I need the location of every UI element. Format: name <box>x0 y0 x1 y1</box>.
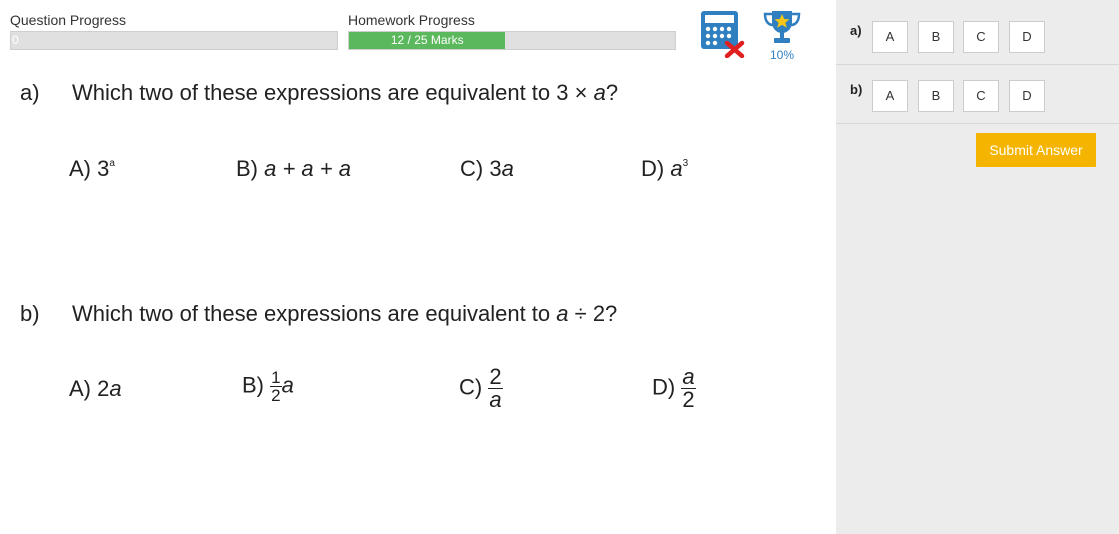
calculator-disabled-icon[interactable] <box>700 10 746 58</box>
question-b-option-b: B) $\frac{1}{2}$ a <box>242 368 294 405</box>
answer-row-b-label: b) <box>850 82 863 97</box>
answer-row-a <box>836 5 1119 65</box>
answer-b-choice-c-button[interactable]: C <box>963 80 999 112</box>
homework-progress-fill: 12 / 25 Marks <box>349 32 505 49</box>
trophy-percent: 10% <box>769 48 795 62</box>
question-progress-value: 0 <box>12 33 19 47</box>
question-b-text: Which two of these expressions are equivalent to a ÷ 2? <box>72 301 618 326</box>
question-b-option-c: C) $\frac{2}{a}$ <box>459 364 502 412</box>
question-a-option-d: D) $a^3$ <box>641 156 689 181</box>
trophy-icon <box>762 8 802 46</box>
answer-a-choice-b-button[interactable]: B <box>918 21 954 53</box>
homework-progress-bar <box>348 31 676 50</box>
answer-row-b <box>836 64 1119 124</box>
answer-a-choice-d-button[interactable]: D <box>1009 21 1045 53</box>
question-progress-label: Question Progress <box>10 12 126 28</box>
question-progress-bar <box>10 31 338 50</box>
question-b-option-d: D) $\frac{a}{2}$ <box>652 364 695 412</box>
answer-b-choice-d-button[interactable]: D <box>1009 80 1045 112</box>
submit-answer-button[interactable]: Submit Answer <box>976 133 1096 167</box>
question-b-label: b) <box>20 301 40 326</box>
answer-b-choice-b-button[interactable]: B <box>918 80 954 112</box>
question-a-option-b: B) a + a + a <box>236 156 351 181</box>
answer-b-choice-a-button[interactable]: A <box>872 80 908 112</box>
answer-a-choice-a-button[interactable]: A <box>872 21 908 53</box>
question-a-option-a: A) 3$^a$ <box>69 156 115 181</box>
answer-row-a-label: a) <box>850 23 862 38</box>
question-a-text: Which two of these expressions are equivalent to 3 × a? <box>72 80 619 105</box>
answer-a-choice-c-button[interactable]: C <box>963 21 999 53</box>
homework-progress-label: Homework Progress <box>348 12 475 28</box>
question-a-label: a) <box>20 80 40 105</box>
question-b-option-a: A) 2a <box>69 376 122 401</box>
answer-panel <box>836 0 1119 534</box>
question-a-option-c: C) 3a <box>460 156 514 181</box>
